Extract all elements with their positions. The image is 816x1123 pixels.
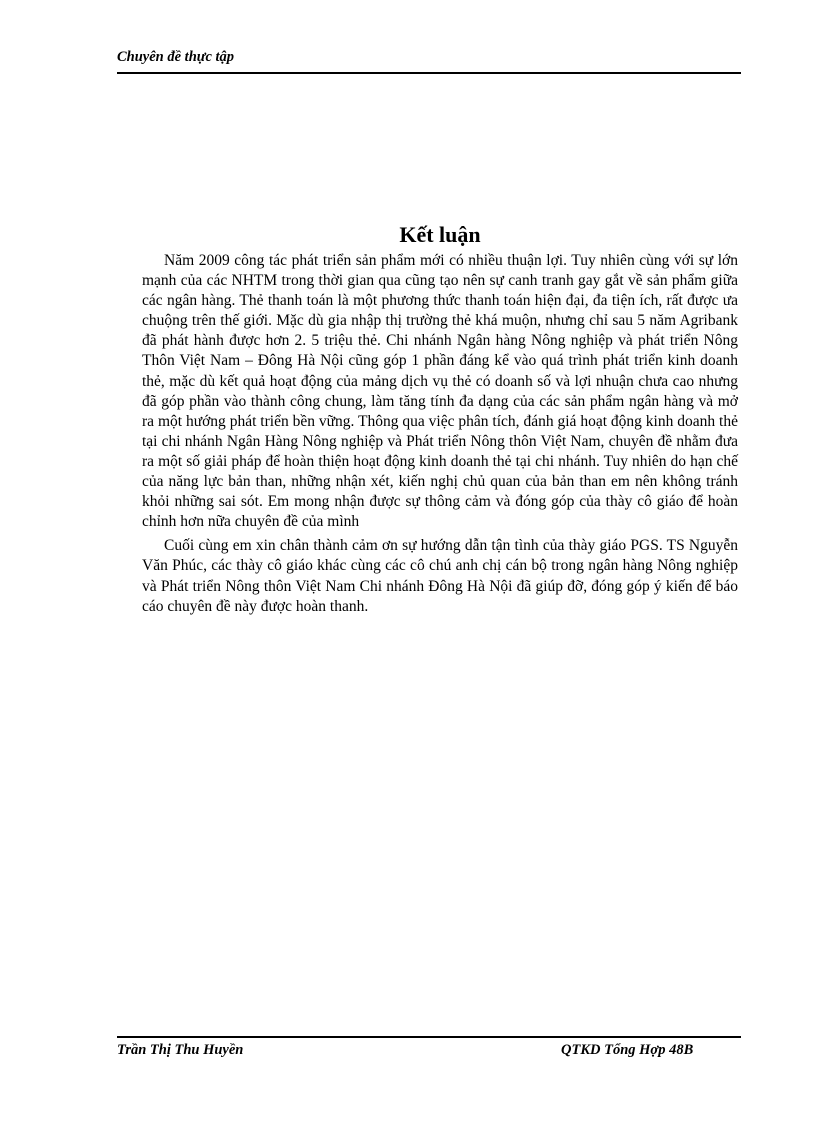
footer-author: Trần Thị Thu Huyền bbox=[117, 1042, 244, 1058]
paragraph-conclusion: Năm 2009 công tác phát triển sản phẩm mới có nhiều thuận lợi. Tuy nhiên cùng với sự lớn mạnh của các NHTM trong thời gian qua cũng tạo nên sự canh tranh gay gắt về sản phẩm giữa các ngân hàng. Thẻ thanh toán là một phương thức thanh toán hiện đại, đa tiện ích, rất được ưa chuộng trên thế giới. Mặc dù gia nhập thị trường thẻ khá muộn, nhưng chỉ sau 5 năm Agribank đã phát hành được hơn 2. 5 triệu thẻ. Chi nhánh Ngân hàng Nông nghiệp và phát triển Nông Thôn Việt Nam – Đông Hà Nội cũng góp 1 phần đáng kể vào quá trình phát triển kinh doanh thẻ, mặc dù kết quả hoạt động của mảng dịch vụ thẻ có doanh số và lợi nhuận chưa cao nhưng đã góp phần vào thành công chung, làm tăng tính đa dạng của các sản phẩm ngân hàng và mở ra một hướng phát triển bền vững. Thông qua việc phân tích, đánh giá hoạt động kinh doanh thẻ tại chi nhánh Ngân Hàng Nông nghiệp và Phát triển Nông thôn Việt Nam, chuyên đề nhằm đưa ra một số giải pháp để hoàn thiện hoạt động kinh doanh thẻ tại chi nhánh. Tuy nhiên do hạn chế của năng lực bản than, những nhận xét, kiến nghị chủ quan của bản than em nên không tránh khỏi những sai sót. Em mong nhận được sự thông cảm và đóng góp của thày cô giáo để hoàn chỉnh hơn nữa chuyên đề của mình bbox=[142, 252, 738, 531]
page-title: Kết luận bbox=[399, 222, 481, 247]
page-footer bbox=[117, 1036, 741, 1058]
footer-class: QTKD Tổng Hợp 48B bbox=[561, 1042, 694, 1058]
page-header bbox=[117, 48, 741, 74]
main-content bbox=[142, 222, 738, 617]
header-title: Chuyên đề thực tập bbox=[117, 49, 235, 65]
paragraph-acknowledgement: Cuối cùng em xin chân thành cảm ơn sự hướng dẫn tận tình của thày giáo PGS. TS Nguyễn Văn Phúc, các thày cô giáo khác cùng các cô chú anh chị cán bộ trong ngân hàng Nông nghiệp và Phát triển Nông thôn Việt Nam Chi nhánh Đông Hà Nội đã giúp đỡ, đóng góp ý kiến để báo cáo chuyên đề này được hoàn thanh. bbox=[142, 537, 738, 615]
